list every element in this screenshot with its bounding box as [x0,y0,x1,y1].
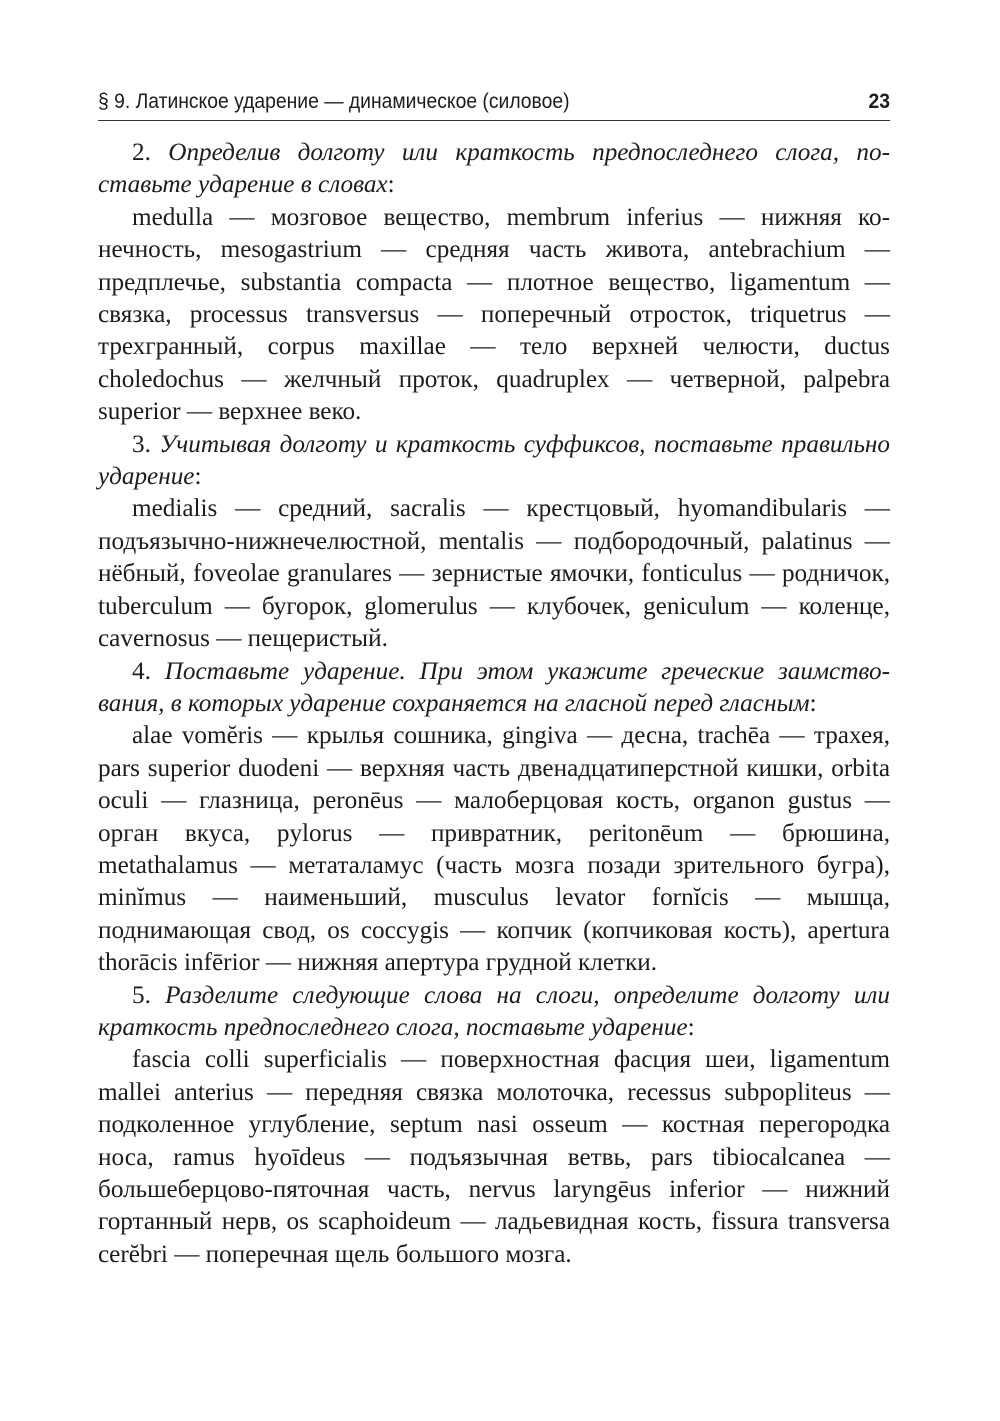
task-2-body: medulla — мозговое вещество, membrum inferius — нижняя конечность, mesogastrium — средняя часть живота, antebrachium — предплечье, substantia compacta — плотное вещество, ligamentum — связка, processus transversus — поперечный отросток, triquetrus — трехгранный, corpus maxillae — тело верхней челюсти, ductus choledochus — желчный проток, quadruplex — четверной, palpebra superior — верхнее веко. [98,203,890,426]
task-5-body: fascia colli superficialis — поверхностная фасция шеи, ligamentum mallei anterius — передняя связка молоточка, recessus subpopliteus — подколенное углубление, septum nasi osseum — костная перегородка носа, ramus hyoīdeus — подъязычная ветвь, pars tibiocalcanea — большеберцово-пяточная часть, nervus laryngēus inferior — нижний гортанный нерв, os scaphoideum — ладьевидная кость, fissura transversa cerĕbri — поперечная щель большого мозга. [98,1046,890,1268]
task-instruction: Учитывая долготу и краткость суффиксов, поставьте правильно ударение [98,430,890,491]
task-3-instruction: 3. Учитывая долготу и краткость суффиксов, поставьте правильно ударение: [98,430,890,491]
document-page [98,88,890,1271]
task-instruction: Определив долготу или краткость предпоследнего слога, поставьте ударение в словах [98,139,890,199]
page-content [98,137,890,1271]
task-instruction: Разделите следующие слова на слоги, определите долготу или краткость предпоследнего слога, поставьте ударение [98,981,890,1041]
task-4-body: alae vomĕris — крылья сошника, gingiva — десна, trachēa — трахея, pars superior duodeni — верхняя часть двенадцатиперстной кишки, orbita oculi — глазница, peronēus — малоберцовая кость, organon gustus — орган вкуса, pylorus — привратник, peritonēum — брюшина, metathalamus — метаталамус (часть мозга позади зрительного бугра), minĭmus — наименьший, musculus levator fornĭcis — мышца, поднимающая свод, os coccygis — копчик (копчиковая кость), apertura thorācis infērior — нижняя апертура грудной клетки. [98,722,890,977]
task-5-instruction: 5. Разделите следующие слова на слоги, определите долготу или краткость предпоследнего слога, поставьте ударение: [98,981,890,1041]
task-instruction: Поставьте ударение. При этом укажите греческие заимствования, в которых ударение сохраняется на гласной перед гласным [98,657,890,717]
running-header [98,88,890,121]
task-number: 5. [132,981,151,1009]
task-number: 3. [132,430,151,458]
page-number: 23 [868,90,891,113]
task-number: 4. [132,657,151,685]
task-number: 2. [132,139,151,166]
section-title: § 9. Латинское ударение — динамическое (силовое) [98,90,570,113]
task-2-instruction: 2. Определив долготу или краткость предпоследнего слога, поставьте ударение в словах: [98,139,890,199]
task-3-body: medialis — средний, sacralis — крестцовый, hyomandibularis — подъязычно-нижнечелюстной, mentalis — подбородочный, palatinus — нёбный, foveolae granulares — зернистые ямочки, fonticulus — родничок, tuberculum — бугорок, glomerulus — клубочек, geniculum — коленце, cavernosus — пещеристый. [98,495,890,653]
task-4-instruction: 4. Поставьте ударение. При этом укажите греческие заимствования, в которых ударение сохраняется на гласной перед гласным: [98,657,890,717]
